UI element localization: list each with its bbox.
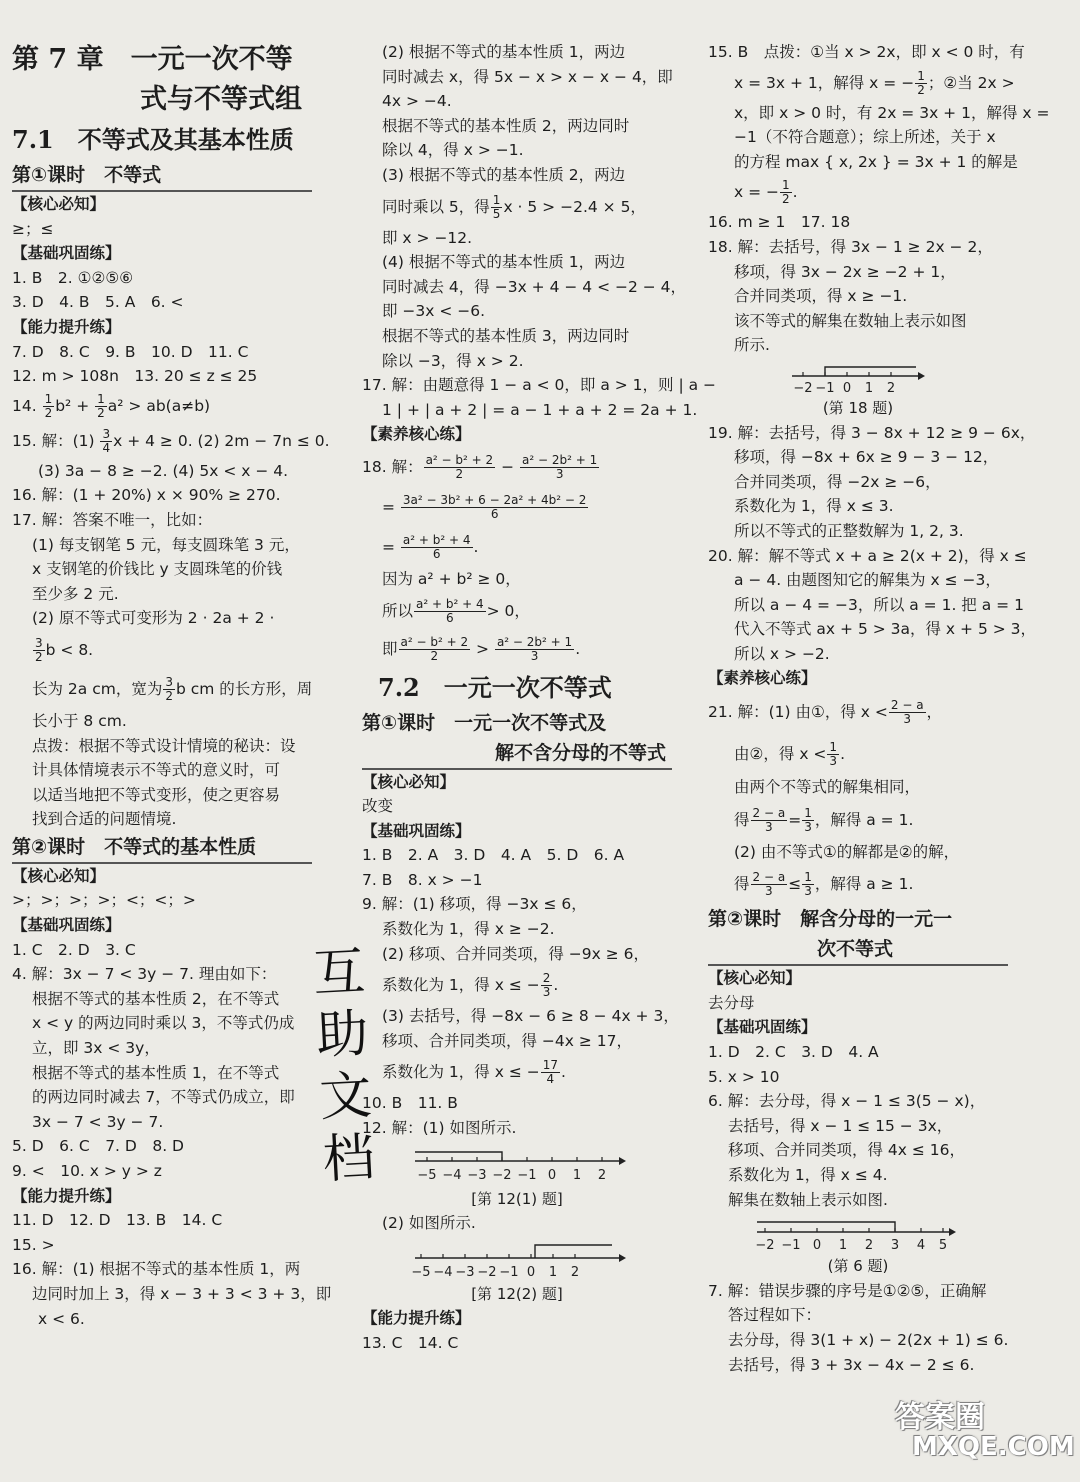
heading-basic: 【基础巩固练】 <box>12 916 121 935</box>
answer-line: 移项，得 3x − 2x ≥ −2 + 1， <box>734 262 956 281</box>
answer-line-q15c: x = − $\frac{1}{2}$ . <box>734 178 798 207</box>
fraction: $\frac{3}{4}$ <box>102 426 111 455</box>
answer-line: 同时减去 4，得 −3x + 4 − 4 < −2 − 4， <box>382 277 687 296</box>
heading-literacy: 【素养核心练】 <box>708 669 817 688</box>
answer-line: x < 6. <box>38 1309 85 1328</box>
answer-line: 点拨：根据不等式设计情境的秘诀：设 <box>32 736 296 755</box>
handwritten-char: 互 <box>311 941 367 1005</box>
answer-line: 合并同类项，得 x ≥ −1. <box>734 287 908 306</box>
fraction: $\frac{1}{5}$ <box>492 192 501 221</box>
fraction: $\frac{1}{2}$ <box>917 68 925 97</box>
chapter-title-line1: 第 7 章 一元一次不等 <box>12 44 293 75</box>
answer-line: 4x > −4. <box>382 92 452 111</box>
answer-line: 18. 解：去括号，得 3x − 1 ≥ 2x − 2， <box>708 237 993 256</box>
section-title-7-2: 7.2 一元一次不等式 <box>378 672 612 702</box>
tick-label: 2 <box>886 380 896 396</box>
q18-line3: = $\frac{\text{a² + b² + 4}}{6}$ . <box>382 532 479 561</box>
answer-line: (3) 3a − 8 ≥ −2. (4) 5x < x − 4. <box>38 461 289 480</box>
q18-line1: 18. 解： $\frac{\text{a² − b² + 2}}{2}$ − $\frac{\text{a² − 2b² + 1}}{3}$ <box>362 452 598 481</box>
heading-core: 【核心必知】 <box>708 969 802 988</box>
answer-line: 5. x > 10 <box>708 1067 780 1086</box>
heading-literacy: 【素养核心练】 <box>362 425 471 444</box>
answer-line: >；>；>；>；<；<；> <box>12 891 196 910</box>
figure-caption: [第 12(1) 题] <box>471 1189 563 1208</box>
column-1 <box>12 40 332 1331</box>
answer-line: 10. B 11. B <box>362 1094 458 1113</box>
answer-line: x < y 的两边同时乘以 3，不等式仍成 <box>32 1014 295 1033</box>
answer-line: 1. B 2. A 3. D 4. A 5. D 6. A <box>362 846 625 865</box>
answer-line: 15. > <box>12 1235 55 1254</box>
answer-line: 代入不等式 ax + 5 > 3a，得 x + 5 > 3， <box>734 620 1037 639</box>
answer-line: 17. 解：由题意得 1 − a < 0，即 a > 1，则 | a − <box>362 376 717 395</box>
tick-label: −1 <box>517 1167 537 1183</box>
lesson-title-7-1-1: 第①课时 不等式 <box>12 160 312 192</box>
answer-line: 根据不等式的基本性质 1，在不等式 <box>32 1063 280 1082</box>
answer-line: 9. < 10. x > y > z <box>12 1162 162 1180</box>
figure-caption: [第 12(2) 题] <box>471 1284 563 1303</box>
answer-line: 该不等式的解集在数轴上表示如图 <box>734 311 967 330</box>
answer-line: 合并同类项，得 −2x ≥ −6， <box>734 472 941 491</box>
answer-line: 除以 −3，得 x > 2. <box>382 351 524 370</box>
answer-line: 计具体情境表示不等式的意义时，可 <box>32 761 281 780</box>
answer-line: x，即 x > 0 时，有 2x = 3x + 1，解得 x = <box>734 103 1050 122</box>
heading-core: 【核心必知】 <box>12 866 106 885</box>
answer-line-q21e: 得 $\frac{2 - a}{3}$ ≤ $\frac{1}{3}$ ，解得 a ≥ 1. <box>734 870 914 899</box>
answer-line: 同时减去 x，得 5x − x > x − x − 4，即 <box>382 67 673 86</box>
heading-advance: 【能力提升练】 <box>12 317 121 336</box>
lesson-title-7-2-1: 第①课时 一元一次不等式及 <box>362 711 607 734</box>
answer-line-q17b: $\frac{3}{2}$ b < 8. <box>35 635 94 664</box>
answer-line: 系数化为 1，得 x ≤ 3. <box>734 497 894 516</box>
tick-label: 0 <box>547 1167 557 1183</box>
answer-line: 根据不等式的基本性质 3，两边同时 <box>382 326 630 345</box>
tick-label: −4 <box>433 1264 453 1280</box>
tick-label: −5 <box>411 1264 431 1280</box>
answer-line: 12. m > 108n 13. 20 ≤ z ≤ 25 <box>12 367 258 386</box>
answer-line: 长小于 8 cm. <box>32 711 127 730</box>
heading-basic: 【基础巩固练】 <box>362 821 471 840</box>
answer-line-q21b: 由②，得 x < $\frac{1}{3}$ . <box>734 740 845 769</box>
answer-line: 移项、合并同类项，得 −4x ≥ 17， <box>382 1031 633 1050</box>
answer-line: 11. D 12. D 13. B 14. C <box>12 1211 223 1230</box>
tick-label: 4 <box>916 1238 926 1254</box>
answer-line: 5. D 6. C 7. D 8. D <box>12 1137 184 1156</box>
column-2 <box>362 40 717 1356</box>
tick-label: 0 <box>526 1264 536 1280</box>
answer-line-q9-3: 系数化为 1，得 x ≤ − $\frac{17}{4}$ . <box>382 1058 566 1087</box>
fraction: $\frac{1}{2}$ <box>782 178 790 207</box>
answer-line: (2) 原不等式可变形为 2 · 2a + 2 · <box>32 609 275 628</box>
lesson-title-7-1-2: 第②课时 不等式的基本性质 <box>12 832 312 864</box>
figure-caption: (第 18 题) <box>822 398 894 417</box>
fraction: $\frac{\text{a² − 2b² + 1}}{3}$ <box>496 634 573 663</box>
answer-line: 7. D 8. C 9. B 10. D 11. C <box>12 342 249 361</box>
answer-line: 除以 4，得 x > −1. <box>382 141 524 160</box>
fraction: $\frac{2 - a}{3}$ <box>752 805 786 834</box>
handwritten-char: 助 <box>314 1003 370 1067</box>
answer-line: (2) 移项、合并同类项，得 −9x ≥ 6， <box>382 944 650 963</box>
answer-line: 至少多 2 元. <box>32 584 119 603</box>
answer-line: 根据不等式的基本性质 2，两边同时 <box>382 116 630 135</box>
answer-line-q14: 14. $\frac{1}{2}$ b² + $\frac{1}{2}$ a² > ab(a≠b) <box>12 391 211 420</box>
heading-basic: 【基础巩固练】 <box>12 244 121 263</box>
answer-line: 即 −3x < −6. <box>382 302 486 321</box>
fraction: $\frac{\text{a² − b² + 2}}{2}$ <box>400 634 469 663</box>
answer-line: (3) 去括号，得 −8x − 6 ≥ 8 − 4x + 3， <box>382 1007 679 1026</box>
answer-line: 所以 a − 4 = −3，所以 a = 1. 把 a = 1 <box>734 595 1024 614</box>
lesson-title-7-2-2: 第②课时 解含分母的一元一 <box>708 908 953 931</box>
tick-label: −2 <box>793 380 813 396</box>
answer-line: 9. 解：(1) 移项，得 −3x ≤ 6， <box>362 895 587 914</box>
fraction: $\frac{\text{a² + b² + 4}}{6}$ <box>416 596 484 625</box>
answer-line: 即 x > −12. <box>382 228 473 247</box>
answer-line: (2) 由不等式①的解都是②的解， <box>734 842 960 861</box>
tick-label: 2 <box>864 1238 874 1254</box>
fraction: $\frac{2 - a}{3}$ <box>752 870 786 899</box>
answer-line: 20. 解：解不等式 x + a ≥ 2(x + 2)，得 x ≤ <box>708 546 1027 565</box>
answer-line: 16. 解：(1) 根据不等式的基本性质 1，两 <box>12 1260 301 1279</box>
answer-line: 边同时加上 3，得 x − 3 + 3 < 3 + 3，即 <box>32 1284 332 1303</box>
answer-line: 答过程如下： <box>728 1306 822 1325</box>
fraction: $\frac{3}{2}$ <box>35 635 43 664</box>
fraction: $\frac{2}{3}$ <box>542 971 551 1000</box>
answer-line: 去括号，得 x − 1 ≤ 15 − 3x， <box>728 1116 953 1135</box>
answer-line: 4. 解：3x − 7 < 3y − 7. 理由如下： <box>12 965 277 984</box>
heading-advance: 【能力提升练】 <box>362 1309 471 1328</box>
answer-line: 去分母 <box>708 993 755 1012</box>
lesson-title-7-2-1-cont: 解不含分母的不等式 <box>362 738 672 770</box>
answer-line: (2) 如图所示. <box>382 1214 476 1233</box>
watermark-logo: 答案圈 <box>895 1400 985 1435</box>
q18-line4: 因为 a² + b² ≥ 0， <box>382 569 521 588</box>
answer-line: 1. C 2. D 3. C <box>12 940 136 959</box>
answer-line: 所以 x > −2. <box>734 644 830 663</box>
answer-line: 去括号，得 3 + 3x − 4x − 2 ≤ 6. <box>728 1355 975 1374</box>
answer-line: −1（不符合题意）；综上所述，关于 x <box>734 128 996 147</box>
answer-line-q9-2: 系数化为 1，得 x ≤ − $\frac{2}{3}$ . <box>382 971 559 1000</box>
fraction: $\frac{1}{3}$ <box>804 805 812 834</box>
answer-line-q16-3: 同时乘以 5，得 $\frac{1}{5}$ x · 5 > −2.4 × 5， <box>382 192 646 221</box>
answer-line: 19. 解：去括号，得 3 − 8x + 12 ≥ 9 − 6x， <box>708 423 1036 442</box>
q18-line5: 所以 $\frac{\text{a² + b² + 4}}{6}$ > 0， <box>382 596 530 625</box>
number-line-12-1 <box>407 1147 627 1187</box>
fraction: $\frac{17}{4}$ <box>542 1058 558 1087</box>
fraction: $\frac{\text{a² + b² + 4}}{6}$ <box>402 532 471 561</box>
tick-label: −4 <box>442 1167 462 1183</box>
answer-line: a − 4. 由题图知它的解集为 x ≤ −3， <box>734 571 1001 590</box>
q18-line6: 即 $\frac{\text{a² − b² + 2}}{2}$ > $\frac{\text{a² − 2b² + 1}}{3}$ . <box>382 634 581 663</box>
column-3 <box>708 40 1050 1377</box>
figure-caption: (第 6 题) <box>827 1257 889 1276</box>
answer-line: 系数化为 1，得 x ≤ 4. <box>728 1166 888 1184</box>
fraction: $\frac{\text{3a² − 3b² + 6 − 2a² + 4b² − 2}}{6}$ <box>402 492 587 521</box>
answer-line: 7. B 8. x > −1 <box>362 870 483 889</box>
tick-label: −2 <box>755 1238 775 1254</box>
answer-line: 改变 <box>362 797 394 816</box>
answer-line: 找到合适的问题情境. <box>32 810 177 829</box>
tick-label: 3 <box>890 1238 900 1254</box>
answer-line: 15. B 点拨：①当 x > 2x，即 x < 0 时，有 <box>708 43 1025 61</box>
chapter-title-line2: 式与不等式组 <box>140 84 302 115</box>
fraction: $\frac{1}{2}$ <box>97 391 105 420</box>
heading-basic: 【基础巩固练】 <box>708 1018 817 1037</box>
answer-line: 12. 解：(1) 如图所示. <box>362 1119 517 1138</box>
tick-label: −1 <box>815 380 835 396</box>
heading-core: 【核心必知】 <box>362 772 456 791</box>
fraction: $\frac{\text{a² − b² + 2}}{2}$ <box>425 452 494 481</box>
tick-label: −3 <box>455 1264 475 1280</box>
fraction: $\frac{1}{3}$ <box>829 740 838 769</box>
answer-line-q15: 15. 解：(1) $\frac{3}{4}$ x + 4 ≥ 0. (2) 2m − 7n ≤ 0. <box>12 426 330 455</box>
answer-line: 以适当地把不等式变形，使之更容易 <box>32 785 281 804</box>
answer-line: 移项，得 −8x + 6x ≥ 9 − 3 − 12， <box>734 448 999 467</box>
answer-line: (2) 根据不等式的基本性质 1，两边 <box>382 43 626 61</box>
answer-line: 17. 解：答案不唯一，比如： <box>12 510 213 529</box>
answer-line: 1 | + | a + 2 | = a − 1 + a + 2 = 2a + 1. <box>382 400 698 419</box>
answer-line: (4) 根据不等式的基本性质 1，两边 <box>382 253 626 272</box>
answer-line-q17c: 长为 2a cm，宽为 $\frac{3}{2}$ b cm 的长方形，周 <box>32 674 313 703</box>
number-line-6 <box>753 1218 963 1254</box>
answer-line-q15b: x = 3x + 1，解得 x = − $\frac{1}{2}$ ；②当 2x > <box>734 68 1015 97</box>
answer-line: 解集在数轴上表示如图. <box>728 1190 888 1209</box>
answer-line: 的两边同时减去 7，不等式仍成立，即 <box>32 1088 295 1107</box>
tick-label: −5 <box>417 1167 437 1183</box>
lesson-title-7-2-2-cont: 次不等式 <box>708 934 1008 966</box>
handwritten-char: 档 <box>321 1127 377 1191</box>
answer-line: 13. C 14. C <box>362 1334 459 1352</box>
answer-line: 移项、合并同类项，得 4x ≤ 16， <box>728 1141 966 1160</box>
heading-advance: 【能力提升练】 <box>12 1186 121 1205</box>
fraction: $\frac{3}{2}$ <box>165 674 173 703</box>
answer-line: 的方程 max { x, 2x } = 3x + 1 的解是 <box>734 152 1018 171</box>
section-title-7-1: 7.1 不等式及其基本性质 <box>12 125 294 154</box>
number-line-18 <box>788 364 928 396</box>
answer-line: 1. B 2. ①②⑤⑥ <box>12 268 134 287</box>
tick-label: −2 <box>477 1264 497 1280</box>
tick-label: −2 <box>492 1167 512 1183</box>
tick-label: −3 <box>467 1167 487 1183</box>
answer-line: 所以不等式的正整数解为 1, 2, 3. <box>734 521 964 540</box>
fraction: $\frac{1}{3}$ <box>804 870 812 899</box>
answer-line: 所示. <box>734 336 770 355</box>
answer-line: 3. D 4. B 5. A 6. < <box>12 293 184 312</box>
number-line-12-2 <box>407 1242 627 1282</box>
answer-line: 6. 解：去分母，得 x − 1 ≤ 3(5 − x)， <box>708 1092 986 1111</box>
tick-label: 1 <box>548 1264 558 1280</box>
tick-label: 2 <box>570 1264 580 1280</box>
answer-line: 立，即 3x < 3y， <box>32 1039 160 1058</box>
answer-line: (1) 每支钢笔 5 元，每支圆珠笔 3 元， <box>32 535 300 554</box>
answer-line: 1. D 2. C 3. D 4. A <box>708 1043 879 1062</box>
fraction: $\frac{1}{2}$ <box>44 391 53 420</box>
fraction: $\frac{\text{a² − 2b² + 1}}{3}$ <box>522 452 598 481</box>
answer-line-q21c: 得 $\frac{2 - a}{3}$ = $\frac{1}{3}$ ，解得 a = 1. <box>734 805 914 834</box>
answer-line-q21a: 21. 解：(1) 由①，得 x < $\frac{2 - a}{3}$ ， <box>708 698 943 727</box>
tick-label: 1 <box>838 1238 848 1254</box>
handwritten-char: 文 <box>318 1065 374 1129</box>
answer-line: 7. 解：错误步骤的序号是①②⑤，正确解 <box>708 1281 987 1300</box>
tick-label: 1 <box>572 1167 582 1183</box>
answer-line: (3) 根据不等式的基本性质 2，两边 <box>382 165 626 184</box>
answer-line: 系数化为 1，得 x ≥ −2. <box>382 920 555 939</box>
fraction: $\frac{2 - a}{3}$ <box>890 698 924 727</box>
tick-label: 5 <box>938 1238 948 1254</box>
tick-label: 1 <box>864 380 874 396</box>
tick-label: 2 <box>597 1167 607 1183</box>
tick-label: 0 <box>812 1238 822 1254</box>
heading-core: 【核心必知】 <box>12 195 106 213</box>
answer-line: 3x − 7 < 3y − 7. <box>32 1112 164 1131</box>
answer-line: 16. m ≥ 1 17. 18 <box>708 213 851 232</box>
answer-line: 去分母，得 3(1 + x) − 2(2x + 1) ≤ 6. <box>728 1330 1009 1349</box>
answer-line: ≥；≤ <box>12 219 54 238</box>
tick-label: −1 <box>781 1238 801 1254</box>
q18-line2: = $\frac{\text{3a² − 3b² + 6 − 2a² + 4b² − 2}}{6}$ <box>382 492 587 521</box>
tick-label: −1 <box>499 1264 519 1280</box>
answer-line: 16. 解：(1 + 20%) x × 90% ≥ 270. <box>12 486 281 505</box>
answer-line: 根据不等式的基本性质 2，在不等式 <box>32 989 280 1008</box>
tick-label: 0 <box>842 380 852 396</box>
answer-line: 由两个不等式的解集相同， <box>734 778 921 797</box>
watermark-url: MXQE.COM <box>912 1432 1075 1462</box>
answer-line: x 支钢笔的价钱比 y 支圆珠笔的价钱 <box>32 560 283 579</box>
